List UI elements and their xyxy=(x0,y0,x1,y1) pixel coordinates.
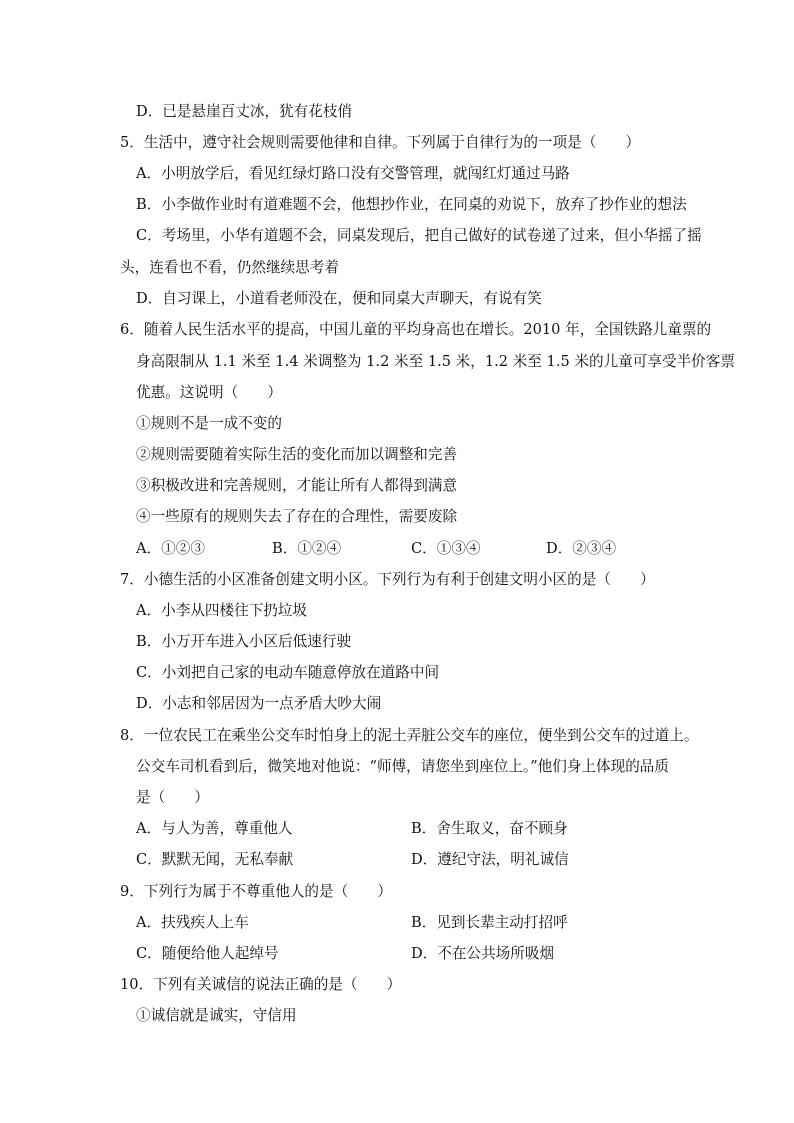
q6-option-a: A．①②③ xyxy=(136,540,205,557)
q6-statement-4: ④一些原有的规则失去了存在的合理性，需要废除 xyxy=(136,508,458,525)
q6-statement-3: ③积极改进和完善规则，才能让所有人都得到满意 xyxy=(136,477,458,494)
q6-stem-line2: 身高限制从 1.1 米至 1.4 米调整为 1.2 米至 1.5 米，1.2 米至 1.5 米的儿童可享受半价客票 xyxy=(136,353,735,370)
q5-option-c-line1: C．考场里，小华有道题不会，同桌发现后，把自己做好的试卷递了过来，但小华摇了摇 xyxy=(136,227,702,244)
q10-stem: 10．下列有关诚信的说法正确的是（ ） xyxy=(120,976,402,993)
q8-stem-line3: 是（ ） xyxy=(136,789,209,806)
q7-option-c: C．小刘把自己家的电动车随意停放在道路中间 xyxy=(136,664,440,681)
q8-option-b: B．舍生取义，奋不顾身 xyxy=(411,820,568,837)
q8-options-row-2 xyxy=(0,850,600,870)
q5-option-a: A．小明放学后，看见红绿灯路口没有交警管理，就闯红灯通过马路 xyxy=(136,165,570,182)
q6-statement-2: ②规则需要随着实际生活的变化而加以调整和完善 xyxy=(136,446,458,463)
q9-stem: 9．下列行为属于不尊重他人的是（ ） xyxy=(120,883,392,900)
q9-option-d: D．不在公共场所吸烟 xyxy=(411,945,555,962)
q5-option-b: B．小李做作业时有道难题不会，他想抄作业，在同桌的劝说下，放弃了抄作业的想法 xyxy=(136,196,687,213)
q9-options-row-1 xyxy=(0,913,600,933)
q7-option-d: D．小志和邻居因为一点矛盾大吵大闹 xyxy=(136,695,382,712)
q6-statement-1: ①规则不是一成不变的 xyxy=(136,415,282,432)
q7-stem: 7．小德生活的小区准备创建文明小区。下列行为有利于创建文明小区的是（ ） xyxy=(120,571,655,588)
q4-option-d: D．已是悬崖百丈冰，犹有花枝俏 xyxy=(136,103,353,120)
q6-options-row xyxy=(0,539,617,559)
q6-stem-line1: 6．随着人民生活水平的提高，中国儿童的平均身高也在增长。2010 年，全国铁路儿童票的 xyxy=(120,321,712,338)
q6-stem-line3: 优惠。这说明（ ） xyxy=(136,384,282,401)
q6-option-c: C．①③④ xyxy=(411,540,481,557)
q8-option-c: C．默默无闻，无私奉献 xyxy=(136,851,294,868)
q9-option-a: A．扶残疾人上车 xyxy=(136,914,249,931)
q5-option-c-line2: 头，连看也不看，仍然继续思考着 xyxy=(120,259,339,276)
q8-option-d: D．遵纪守法，明礼诚信 xyxy=(411,851,569,868)
q6-option-b: B．①②④ xyxy=(272,540,342,557)
q5-option-d: D．自习课上，小道看老师没在，便和同桌大声聊天，有说有笑 xyxy=(136,290,542,307)
q8-stem-line1: 8．一位农民工在乘坐公交车时怕身上的泥土弄脏公交车的座位，便坐到公交车的过道上。 xyxy=(120,727,699,744)
q8-options-row-1 xyxy=(0,819,600,839)
q7-option-b: B．小万开车进入小区后低速行驶 xyxy=(136,633,352,650)
q9-options-row-2 xyxy=(0,944,600,964)
q6-option-d: D．②③④ xyxy=(546,540,617,557)
q10-statement-1: ①诚信就是诚实，守信用 xyxy=(136,1007,297,1024)
q8-option-a: A．与人为善，尊重他人 xyxy=(136,820,293,837)
q9-option-b: B．见到长辈主动打招呼 xyxy=(411,914,568,931)
q9-option-c: C．随便给他人起绰号 xyxy=(136,945,279,962)
q8-stem-line2: 公交车司机看到后，微笑地对他说：“师傅，请您坐到座位上。”他们身上体现的品质 xyxy=(136,758,669,775)
q7-option-a: A．小李从四楼往下扔垃圾 xyxy=(136,602,308,619)
q5-stem: 5．生活中，遵守社会规则需要他律和自律。下列属于自律行为的一项是（ ） xyxy=(120,134,641,151)
